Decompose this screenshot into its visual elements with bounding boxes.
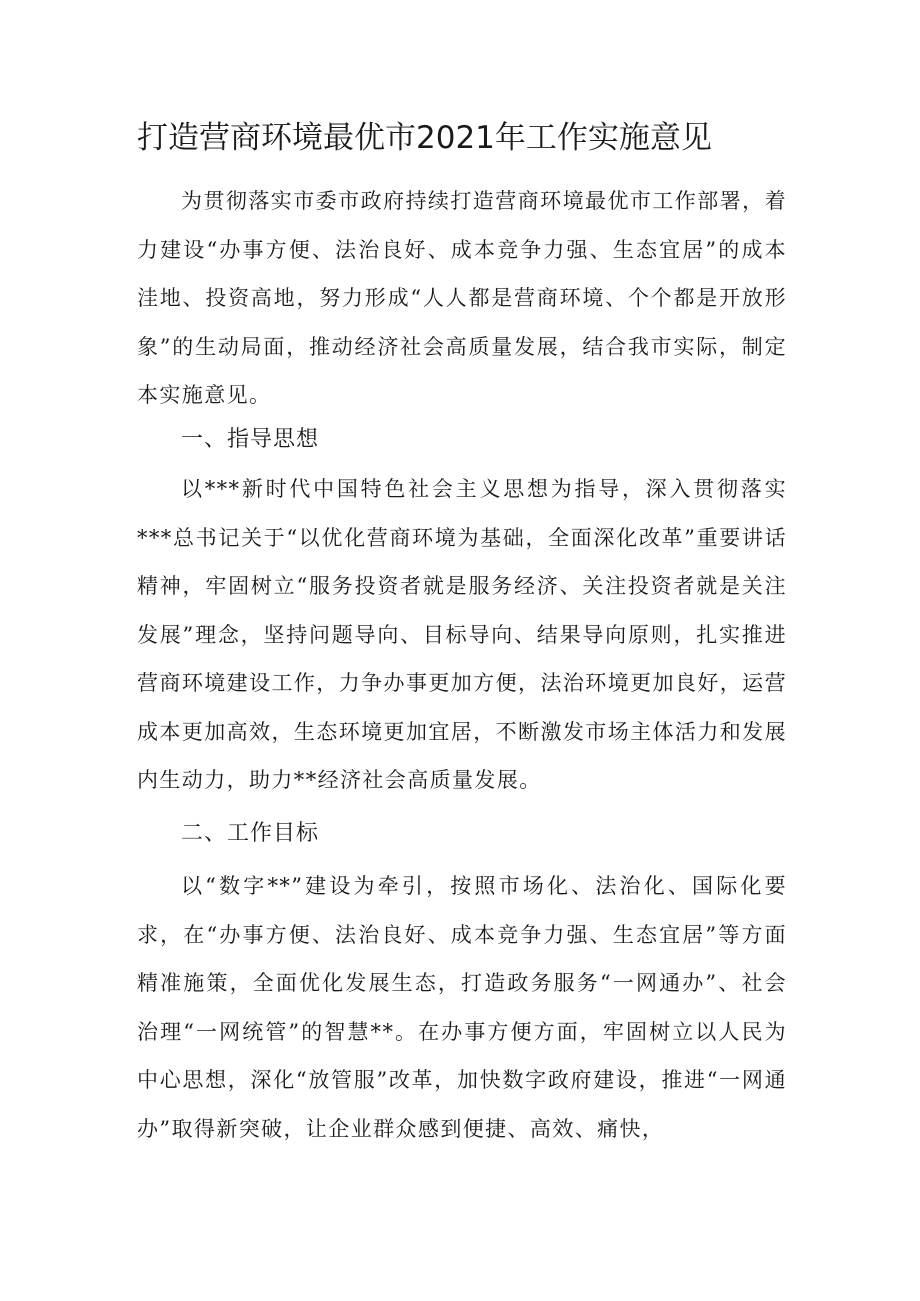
intro-paragraph: 为贯彻落实市委市政府持续打造营商环境最优市工作部署，着力建设“办事方便、法治良好、成本竞争力强、生态宜居”的成本洼地、投资高地，努力形成“人人都是营商环境、个个都是开放形象”的生动局面，推动经济社会高质量发展，结合我市实际，制定本实施意见。 <box>137 189 787 407</box>
section-body-work-goals: 以“数字**”建设为牵引，按照市场化、法治化、国际化要求，在“办事方便、法治良好、成本竞争力强、生态宜居”等方面精准施策，全面优化发展生态，打造政务服务“一网通办”、社会治理“一网统管”的智慧**。在办事方便方面，牢固树立以人民为中心思想，深化“放管服”改革，加快数字政府建设，推进“一网通办”取得新突破，让企业群众感到便捷、高效、痛快， <box>137 874 787 1141</box>
section-heading-work-goals: 二、工作目标 <box>181 821 320 846</box>
document-title: 打造营商环境最优市2021年工作实施意见 <box>137 120 712 156</box>
section-heading-guiding-ideology: 一、指导思想 <box>181 427 320 452</box>
section-body-guiding-ideology: 以***新时代中国特色社会主义思想为指导，深入贯彻落实***总书记关于“以优化营商环境为基础，全面深化改革”重要讲话精神，牢固树立“服务投资者就是服务经济、关注投资者就是关注发展”理念，坚持问题导向、目标导向、结果导向原则，扎实推进营商环境建设工作，力争办事更加方便，法治环境更加良好，运营成本更加高效，生态环境更加宜居，不断激发市场主体活力和发展内生动力，助力**经济社会高质量发展。 <box>137 477 787 792</box>
